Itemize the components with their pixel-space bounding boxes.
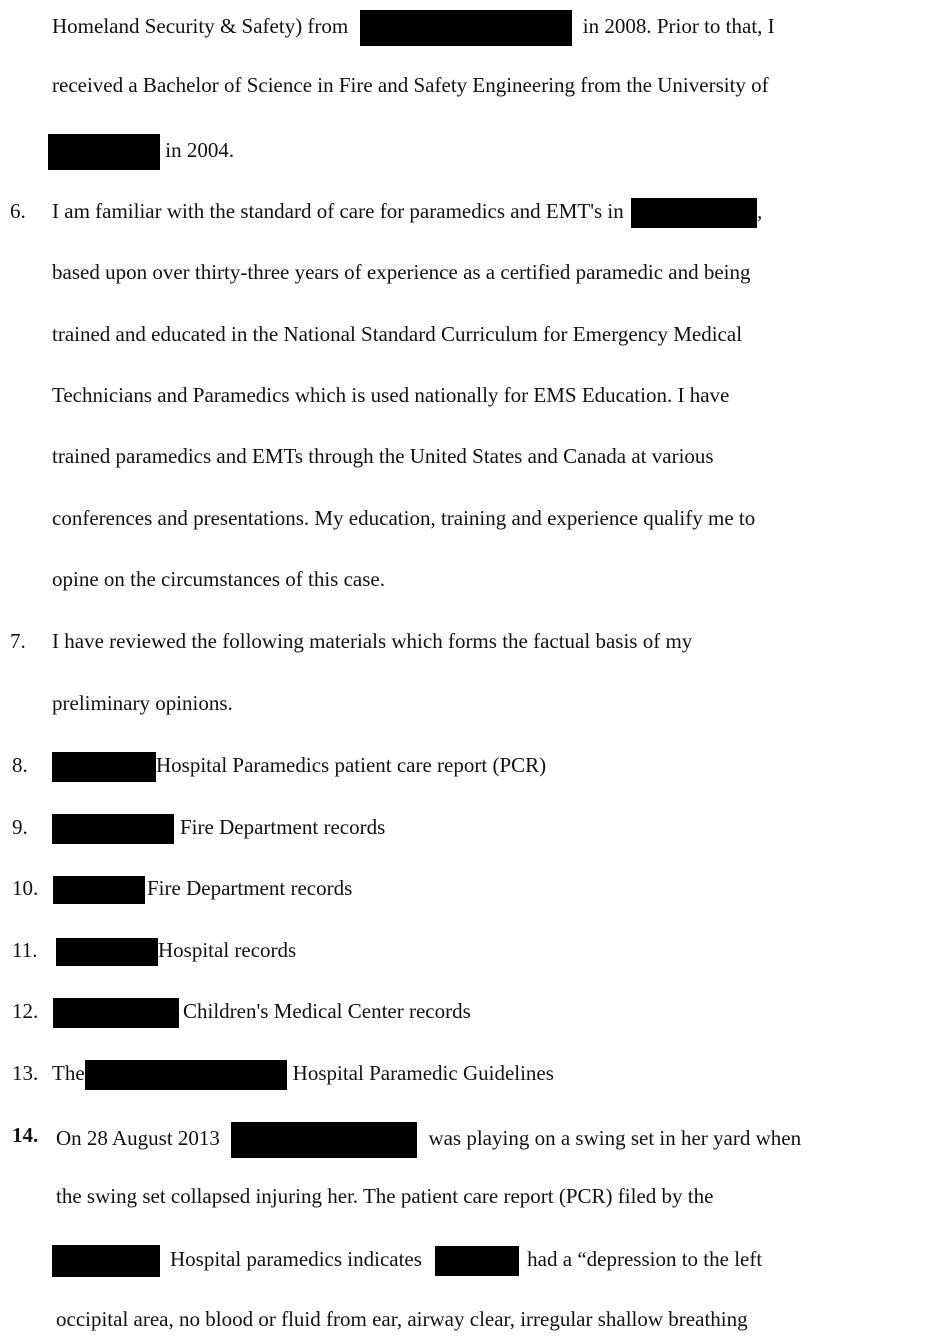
item-12 xyxy=(53,998,471,1024)
text: The xyxy=(52,1061,85,1085)
text: , xyxy=(757,199,763,223)
redaction xyxy=(231,1122,417,1158)
paragraph-number: 13. xyxy=(12,1061,39,1085)
line-1 xyxy=(52,10,918,36)
text: I am familiar with the standard of care for paramedics and EMT's in xyxy=(52,199,624,223)
item-13 xyxy=(52,1060,554,1086)
p6-line-3: trained and educated in the National Standard Curriculum for Emergency Medical xyxy=(52,322,743,346)
redaction xyxy=(53,998,179,1028)
redaction xyxy=(52,1245,160,1277)
item-11 xyxy=(56,937,296,963)
paragraph-number: 11. xyxy=(12,938,38,962)
text: in 2008. Prior to that, I xyxy=(582,13,775,38)
p6-line-6: conferences and presentations. My education, training and experience qualify me to xyxy=(52,506,756,530)
text: had a “depression to the left xyxy=(527,1246,763,1271)
p14-line-2: the swing set collapsed injuring her. The patient care report (PCR) filed by the xyxy=(56,1184,714,1208)
redaction xyxy=(48,134,160,170)
p6-line-4: Technicians and Paramedics which is used nationally for EMS Education. I have xyxy=(52,383,730,407)
text: Hospital Paramedic Guidelines xyxy=(292,1061,554,1085)
redaction xyxy=(56,938,158,966)
item-9 xyxy=(52,814,385,840)
redaction xyxy=(52,814,174,844)
text: Homeland Security & Safety) from xyxy=(52,13,349,38)
line-3 xyxy=(48,134,234,160)
p6-line-1 xyxy=(52,198,762,224)
redaction xyxy=(631,198,757,228)
paragraph-number: 6. xyxy=(10,199,26,223)
p7-line-2: preliminary opinions. xyxy=(52,691,233,715)
paragraph-number: 8. xyxy=(12,753,28,777)
text: Hospital paramedics indicates xyxy=(170,1246,422,1271)
redaction xyxy=(53,876,145,904)
p6-line-7: opine on the circumstances of this case. xyxy=(52,567,385,591)
p7-line-1: I have reviewed the following materials which forms the factual basis of my xyxy=(52,629,693,653)
paragraph-number: 14. xyxy=(12,1123,39,1147)
paragraph-number: 9. xyxy=(12,815,28,839)
p6-line-2: based upon over thirty-three years of experience as a certified paramedic and being xyxy=(52,260,751,284)
text: in 2004. xyxy=(165,137,235,162)
text: On 28 August 2013 xyxy=(56,1125,220,1150)
text: Fire Department records xyxy=(147,876,353,900)
redaction xyxy=(435,1246,519,1276)
paragraph-number: 10. xyxy=(12,876,39,900)
item-8 xyxy=(52,752,546,778)
redaction xyxy=(52,752,156,782)
text: Fire Department records xyxy=(180,815,386,839)
line-2: received a Bachelor of Science in Fire and Safety Engineering from the University of xyxy=(52,73,769,97)
redaction xyxy=(85,1060,287,1090)
paragraph-number: 7. xyxy=(10,629,26,653)
text: was playing on a swing set in her yard when xyxy=(428,1125,802,1150)
p6-line-5: trained paramedics and EMTs through the United States and Canada at various xyxy=(52,444,714,468)
p14-line-3 xyxy=(52,1245,918,1271)
text: Children's Medical Center records xyxy=(183,999,471,1023)
text: Hospital Paramedics patient care report (PCR) xyxy=(156,753,547,777)
item-10 xyxy=(53,875,352,901)
p14-line-4: occipital area, no blood or fluid from ear, airway clear, irregular shallow breathing xyxy=(56,1307,748,1331)
p14-line-1 xyxy=(56,1122,918,1148)
redaction xyxy=(360,10,572,46)
text: Hospital records xyxy=(158,938,297,962)
paragraph-number: 12. xyxy=(12,999,39,1023)
